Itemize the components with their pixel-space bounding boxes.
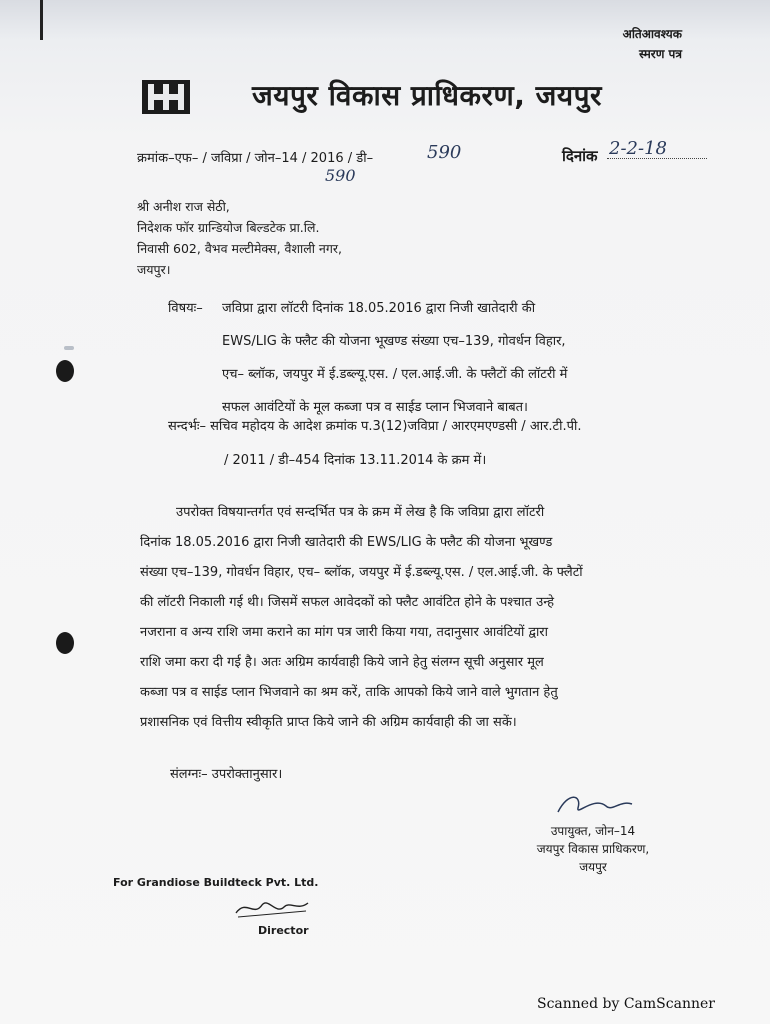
- body-line: कब्जा पत्र व साईड प्लान भिजवाने का श्रम करें, ताकि आपको किये जाने वाले भुगतान हेतु: [140, 685, 558, 700]
- body-line: उपरोक्त विषयान्तर्गत एवं सन्दर्भित पत्र के क्रम में लेख है कि जविप्रा द्वारा लॉटरी: [176, 505, 545, 520]
- urgency-note: [623, 24, 682, 64]
- subject-line: जविप्रा द्वारा लॉटरी दिनांक 18.05.2016 द्वारा निजी खातेदारी की: [222, 301, 536, 316]
- punch-hole-top: [56, 360, 74, 382]
- signatory-designation: उपायुक्त, जोन–14: [550, 824, 636, 838]
- addressee-name: श्री अनीश राज सेठी,: [137, 199, 230, 214]
- body-line: नजराना व अन्य राशि जमा कराने का मांग पत्र जारी किया गया, तदानुसार आवंटियों द्वारा: [140, 625, 548, 640]
- company-signature-icon: [232, 895, 312, 921]
- signature-icon: [548, 790, 638, 820]
- body-line: की लॉटरी निकाली गई थी। जिसमें सफल आवेदकों को फ्लैट आवंटित होने के पश्चात उन्हे: [140, 595, 555, 610]
- handwritten-date: 2-2-18: [609, 138, 667, 159]
- reminder-label: स्मरण पत्र: [638, 47, 682, 61]
- signatory-city: जयपुर: [579, 860, 607, 874]
- reference-number: क्रमांक–एफ– / जविप्रा / जोन–14 / 2016 / डी–: [137, 151, 374, 166]
- handwritten-dispatch-number: 590: [427, 142, 462, 163]
- punch-hole-bottom: [56, 632, 74, 654]
- urgent-label: अतिआवश्यक: [622, 27, 682, 41]
- body-paragraph: [140, 498, 680, 738]
- reference-line-2: / 2011 / डी–454 दिनांक 13.11.2014 के क्रम में।: [224, 453, 487, 468]
- letterhead: [140, 72, 660, 122]
- subject-line: एच– ब्लॉक, जयपुर में ई.डब्ल्यू.एस. / एल.आई.जी. के फ्लैटों की लॉटरी में: [222, 367, 568, 382]
- signatory-block: [508, 798, 678, 876]
- addressee-city: जयपुर।: [137, 262, 171, 277]
- signatory-office: जयपुर विकास प्राधिकरण,: [536, 842, 650, 856]
- addressee-designation: निदेशक फॉर ग्रान्डियोज बिल्डटेक प्रा.लि.: [137, 220, 320, 235]
- subject-line: सफल आवंटियों के मूल कब्जा पत्र व साईड प्लान भिजवाने बाबत।: [222, 400, 528, 415]
- addressee-address: निवासी 602, वैभव मल्टीमेक्स, वैशाली नगर,: [137, 241, 342, 256]
- reference-line-1: सन्दर्भः– सचिव महोदय के आदेश क्रमांक प.3(12)जविप्रा / आरएमएण्डसी / आर.टी.पी.: [168, 419, 582, 434]
- subject-label: विषयः–: [168, 301, 203, 316]
- organization-name: जयपुर विकास प्राधिकरण, जयपुर: [252, 79, 602, 112]
- enclosure-note: संलग्नः– उपरोक्तानुसार।: [170, 767, 283, 782]
- date-label: दिनांक: [562, 147, 598, 165]
- company-stamp-name: For Grandiose Buildteck Pvt. Ltd.: [113, 876, 319, 889]
- body-line: प्रशासनिक एवं वित्तीय स्वीकृति प्राप्त किये जाने की अग्रिम कार्यवाही की जा सकें।: [140, 715, 517, 730]
- body-line: राशि जमा करा दी गई है। अतः अग्रिम कार्यवाही किये जाने हेतु संलग्न सूची अनुसार मूल: [140, 655, 544, 670]
- scan-speck: [64, 346, 74, 350]
- subject-line: EWS/LIG के फ्लैट की योजना भूखण्ड संख्या एच–139, गोवर्धन विहार,: [222, 334, 566, 349]
- scanner-watermark: Scanned by CamScanner: [537, 996, 715, 1012]
- reference-block: [168, 410, 688, 478]
- jda-logo-icon: [140, 78, 192, 116]
- company-stamp-role: Director: [258, 924, 309, 937]
- addressee-block: [137, 196, 342, 280]
- body-line: दिनांक 18.05.2016 द्वारा निजी खातेदारी की EWS/LIG के फ्लैट की योजना भूखण्ड: [140, 535, 553, 550]
- body-line: संख्या एच–139, गोवर्धन विहार, एच– ब्लॉक, जयपुर में ई.डब्ल्यू.एस. / एल.आई.जी. के फ्लैटों: [140, 565, 583, 580]
- scan-edge-mark: [40, 0, 43, 40]
- subject-block: [168, 292, 668, 424]
- handwritten-dispatch-number-2: 590: [325, 166, 356, 185]
